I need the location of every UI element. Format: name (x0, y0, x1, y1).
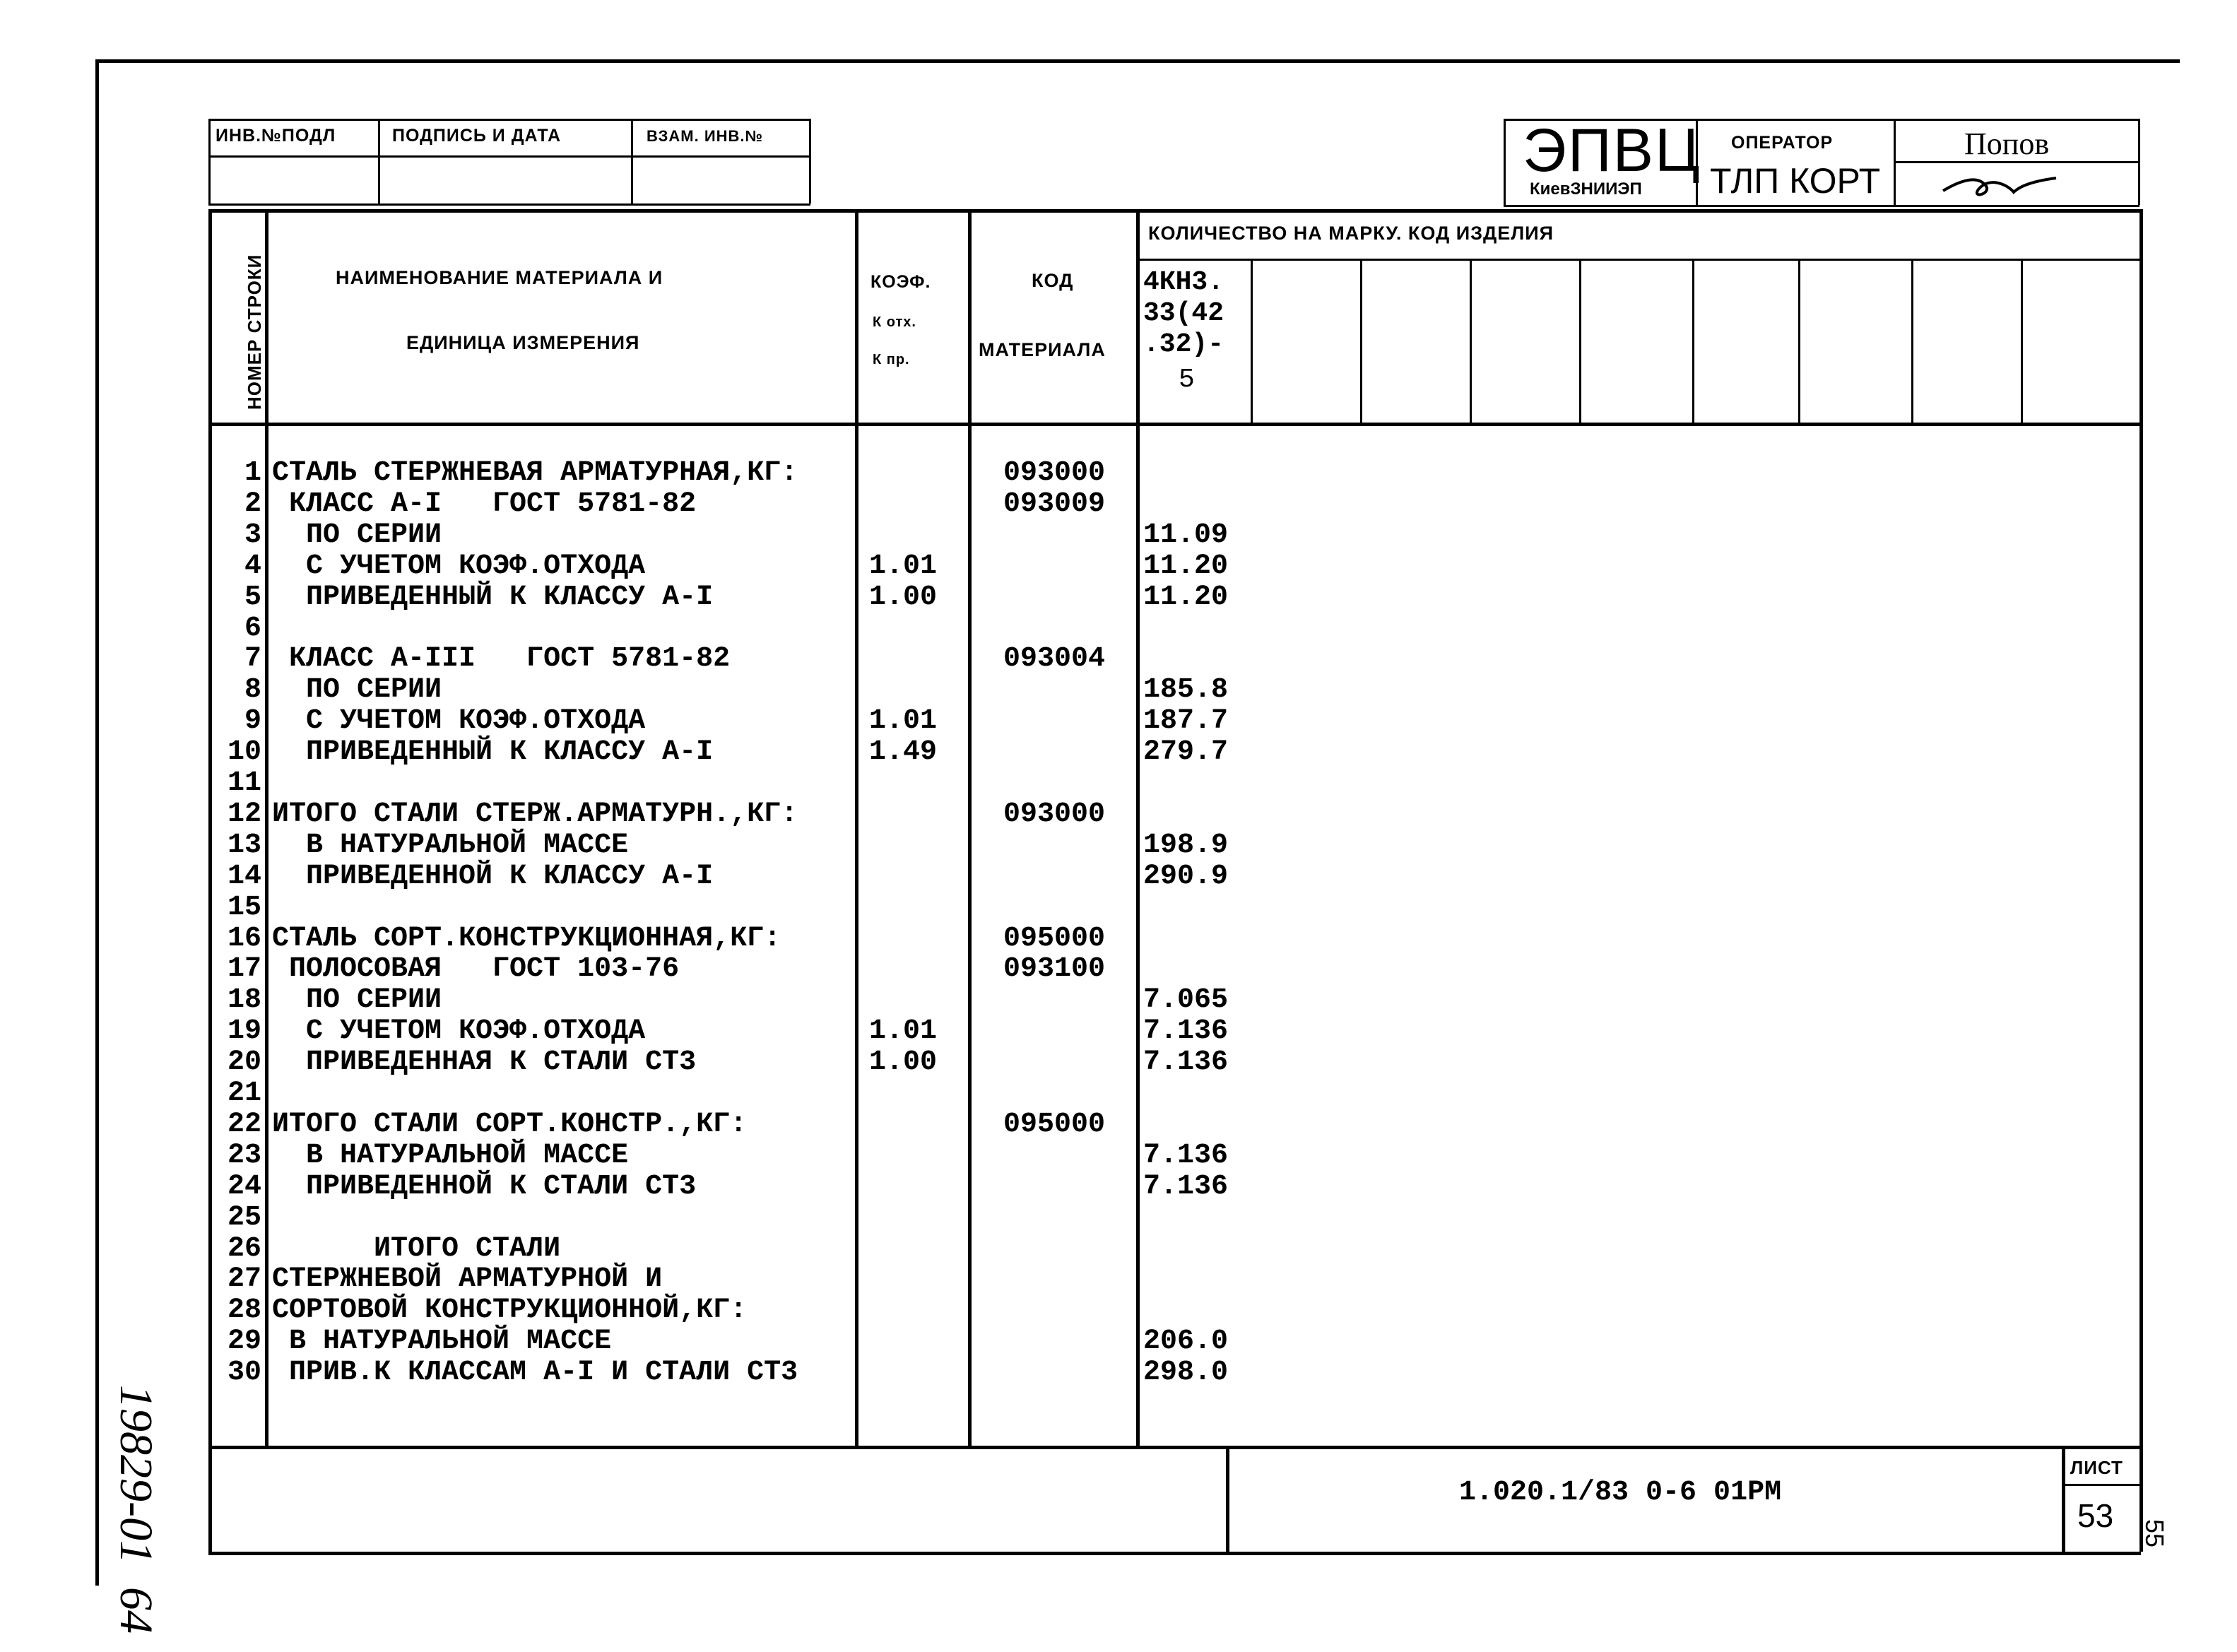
material-code: 093004 (1003, 643, 1106, 675)
row-number: 29 (227, 1326, 261, 1358)
material-name: ИТОГО СТАЛИ (272, 1232, 561, 1265)
table-row (0, 675, 2120, 706)
row-number: 20 (227, 1046, 261, 1079)
material-code: 093009 (1003, 488, 1106, 520)
org-name: ЭПВЦ (1523, 117, 1701, 184)
doc-code: 1.020.1/83 0-6 01РМ (1459, 1477, 1782, 1509)
table-row (0, 489, 2120, 520)
table-row (0, 613, 2120, 644)
material-name: ПРИВЕДЕННАЯ К СТАЛИ СТ3 (272, 1046, 697, 1079)
material-name: С УЧЕТОМ КОЭФ.ОТХОДА (272, 1015, 646, 1048)
material-name: КЛАСС А-I ГОСТ 5781-82 (272, 488, 697, 520)
row-number: 2 (244, 488, 261, 520)
table-row (0, 1326, 2120, 1357)
row-number: 21 (227, 1078, 261, 1109)
table-row (0, 1203, 2120, 1234)
table-row (0, 520, 2120, 551)
header-koef-line2: К отх. (873, 314, 916, 330)
table-row (0, 768, 2120, 799)
table-row (0, 830, 2120, 861)
sheet-label: ЛИСТ (2070, 1457, 2123, 1478)
row-number: 11 (227, 767, 261, 799)
coefficient: 1.00 (869, 581, 938, 613)
row-number: 15 (227, 891, 261, 924)
quantity: 11.09 (1143, 519, 1229, 551)
row-number: 26 (227, 1232, 261, 1265)
mark-code-line4: 5 (1179, 365, 1195, 395)
row-number: 24 (227, 1170, 261, 1203)
row-number: 8 (244, 674, 261, 707)
mark-code-line3: .32)- (1143, 329, 1224, 360)
margin-note: 19829-01 64 (110, 1385, 162, 1634)
table-row (0, 954, 2120, 985)
material-name: КЛАСС А-III ГОСТ 5781-82 (272, 643, 731, 675)
material-name: ИТОГО СТАЛИ СОРТ.КОНСТР.,КГ: (272, 1108, 748, 1140)
stamp-replace-label: ВЗАМ. ИНВ.№ (647, 127, 764, 145)
row-number: 1 (244, 457, 261, 489)
quantity: 298.0 (1143, 1357, 1229, 1389)
row-number: 7 (244, 643, 261, 675)
coefficient: 1.00 (869, 1046, 938, 1079)
material-code: 093000 (1003, 457, 1106, 489)
row-number: 13 (227, 829, 261, 861)
material-name: ПО СЕРИИ (272, 984, 442, 1017)
quantity: 187.7 (1143, 705, 1229, 738)
row-number: 3 (244, 519, 261, 551)
material-name: ПРИВЕДЕННЫЙ К КЛАССУ А-I (272, 736, 714, 769)
material-name: ПРИВЕДЕННОЙ К КЛАССУ А-I (272, 860, 714, 892)
quantity: 206.0 (1143, 1326, 1229, 1358)
material-name: ПО СЕРИИ (272, 674, 442, 707)
header-name-line2: ЕДИНИЦА ИЗМЕРЕНИЯ (406, 332, 640, 353)
material-name: СТАЛЬ СТЕРЖНЕВАЯ АРМАТУРНАЯ,КГ: (272, 457, 798, 489)
sheet-number: 53 (2077, 1497, 2114, 1534)
row-number: 14 (227, 860, 261, 892)
quantity: 7.065 (1143, 984, 1229, 1017)
table-row (0, 1264, 2120, 1295)
quantity: 198.9 (1143, 829, 1229, 861)
table-row (0, 799, 2120, 830)
quantity: 7.136 (1143, 1139, 1229, 1172)
coefficient: 1.49 (869, 736, 938, 769)
row-number: 17 (227, 953, 261, 986)
table-row (0, 924, 2120, 955)
quantity: 185.8 (1143, 674, 1229, 707)
row-number: 23 (227, 1139, 261, 1172)
row-number: 18 (227, 984, 261, 1017)
row-number: 9 (244, 705, 261, 738)
table-row (0, 985, 2120, 1016)
header-qty-title: КОЛИЧЕСТВО НА МАРКУ. КОД ИЗДЕЛИЯ (1148, 223, 1554, 244)
table-row (0, 1357, 2120, 1388)
stamp-inv-label: ИНВ.№ПОДЛ (216, 126, 336, 146)
header-row-number: НОМЕР СТРОКИ (244, 254, 265, 410)
row-number: 28 (227, 1294, 261, 1327)
row-number: 5 (244, 581, 261, 613)
table-row (0, 458, 2120, 489)
row-number: 10 (227, 736, 261, 769)
quantity: 7.136 (1143, 1015, 1229, 1048)
operator-value: ТЛП КОРТ (1710, 161, 1881, 201)
coefficient: 1.01 (869, 705, 938, 738)
table-row (0, 551, 2120, 582)
material-code: 093000 (1003, 798, 1106, 830)
header-code-line1: КОД (1032, 270, 1074, 291)
table-row (0, 892, 2120, 924)
mark-code-line1: 4КН3. (1143, 267, 1224, 297)
quantity: 7.136 (1143, 1046, 1229, 1079)
header-koef-line3: К пр. (873, 352, 910, 367)
stamp-signature-label: ПОДПИСЬ И ДАТА (392, 126, 562, 146)
table-row (0, 1234, 2120, 1265)
table-row (0, 1140, 2120, 1172)
table-row (0, 1047, 2120, 1078)
header-koef-line1: КОЭФ. (870, 272, 931, 292)
row-number: 12 (227, 798, 261, 830)
row-number: 16 (227, 922, 261, 955)
quantity: 279.7 (1143, 736, 1229, 769)
material-name: С УЧЕТОМ КОЭФ.ОТХОДА (272, 550, 646, 582)
operator-label: ОПЕРАТОР (1731, 133, 1834, 153)
person-name: Попов (1964, 126, 2050, 161)
coefficient: 1.01 (869, 550, 938, 582)
row-number: 25 (227, 1201, 261, 1234)
material-name: ПРИВЕДЕННОЙ К СТАЛИ СТ3 (272, 1170, 697, 1203)
material-code: 093100 (1003, 953, 1106, 986)
table-row (0, 861, 2120, 892)
quantity: 7.136 (1143, 1170, 1229, 1203)
table-row (0, 1172, 2120, 1203)
table-row (0, 1295, 2120, 1326)
mark-code-line2: 33(42 (1143, 298, 1224, 329)
material-name: С УЧЕТОМ КОЭФ.ОТХОДА (272, 705, 646, 738)
row-number: 4 (244, 550, 261, 582)
org-subname: КиевЗНИИЭП (1530, 179, 1642, 199)
material-name: ПО СЕРИИ (272, 519, 442, 551)
table-row (0, 737, 2120, 768)
material-code: 095000 (1003, 922, 1106, 955)
material-name: ИТОГО СТАЛИ СТЕРЖ.АРМАТУРН.,КГ: (272, 798, 798, 830)
table-row (0, 1016, 2120, 1047)
signature-icon (1936, 164, 2063, 203)
row-number: 22 (227, 1108, 261, 1140)
coefficient: 1.01 (869, 1015, 938, 1048)
material-name: В НАТУРАЛЬНОЙ МАССЕ (272, 1326, 612, 1358)
material-name: ПРИВ.К КЛАССАМ А-I И СТАЛИ СТ3 (272, 1357, 798, 1389)
quantity: 290.9 (1143, 860, 1229, 892)
row-number: 30 (227, 1357, 261, 1389)
material-name: ПОЛОСОВАЯ ГОСТ 103-76 (272, 953, 680, 986)
header-name-line1: НАИМЕНОВАНИЕ МАТЕРИАЛА И (336, 267, 663, 288)
material-name: ПРИВЕДЕННЫЙ К КЛАССУ А-I (272, 581, 714, 613)
material-name: В НАТУРАЛЬНОЙ МАССЕ (272, 829, 629, 861)
table-row (0, 1078, 2120, 1109)
row-number: 19 (227, 1015, 261, 1048)
table-row (0, 706, 2120, 737)
quantity: 11.20 (1143, 581, 1229, 613)
material-code: 095000 (1003, 1108, 1106, 1140)
edge-mark: 55 (2140, 1519, 2169, 1548)
header-code-line2: МАТЕРИАЛА (979, 339, 1106, 360)
row-number: 27 (227, 1263, 261, 1296)
material-name: В НАТУРАЛЬНОЙ МАССЕ (272, 1139, 629, 1172)
row-number: 6 (244, 612, 261, 644)
table-row (0, 644, 2120, 675)
quantity: 11.20 (1143, 550, 1229, 582)
material-name: СОРТОВОЙ КОНСТРУКЦИОННОЙ,КГ: (272, 1294, 748, 1327)
material-name: СТЕРЖНЕВОЙ АРМАТУРНОЙ И (272, 1263, 663, 1296)
table-row (0, 582, 2120, 613)
table-row (0, 1109, 2120, 1140)
material-name: СТАЛЬ СОРТ.КОНСТРУКЦИОННАЯ,КГ: (272, 922, 781, 955)
frame-top-line (95, 59, 2180, 63)
